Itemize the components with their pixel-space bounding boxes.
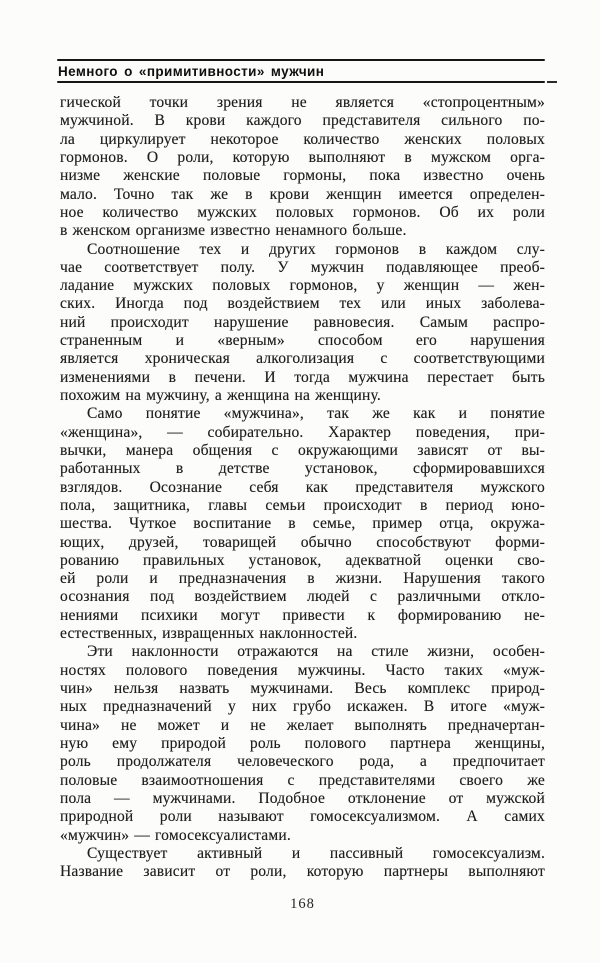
text-line: естественных, извращенных наклонностей. <box>60 625 358 643</box>
header-rule-dash <box>547 81 557 83</box>
text-line: гической точки зрения не является «стопроцентным» <box>60 94 545 111</box>
text-line: ющих, друзей, товарищей обычно способствуют форми- <box>60 533 545 551</box>
text-line: половые взаимоотношения с представителями своего же <box>60 771 545 789</box>
text-line: взглядов. Осознание себя как представителя мужского <box>60 478 545 496</box>
text-line: ных предназначений у них грубо искажен. В итоге «муж- <box>60 698 545 716</box>
text-line: ное количество мужских половых гормонов. Об их роли <box>60 203 545 221</box>
text-line: роль продолжателя человеческого рода, а предпочитает <box>60 753 545 771</box>
text-line: похожим на мужчину, а женщина на женщину. <box>60 387 381 404</box>
text-line: мало. Точно так же в крови женщин имеется определен- <box>60 185 545 203</box>
paragraph <box>60 405 545 643</box>
running-head <box>57 59 545 83</box>
text-line: изменениями в печени. И тогда мужчина перестает быть <box>60 368 545 386</box>
header-rule-bottom <box>57 81 545 83</box>
text-body <box>60 94 545 881</box>
running-head-title: Немного о «примитивности» мужчин <box>58 64 325 79</box>
text-line: является хроническая алкоголизация с соответствующими <box>60 350 545 368</box>
text-line: ладание мужских половых гормонов, у женщин — жен- <box>60 277 545 295</box>
text-line: низме женские половые гормоны, пока известно очень <box>60 167 545 185</box>
text-line: Название зависит от роли, которую партнеры выполняют <box>60 863 545 881</box>
text-line: чина» не может и не желает выполнять предначертан- <box>60 716 545 734</box>
text-line: Само понятие «мужчина», так же как и понятие <box>87 405 545 423</box>
text-line: мужчиной. В крови каждого представителя сильного по- <box>60 112 545 130</box>
text-line: природной роли называют гомосексуализмом. А самих <box>60 808 545 826</box>
paragraph <box>60 94 545 241</box>
paragraph <box>60 643 545 844</box>
text-line: осознания под воздействием людей с различными откло- <box>60 588 545 606</box>
paragraph <box>60 241 545 406</box>
page-number: 168 <box>290 896 315 912</box>
text-line: Соотношение тех и других гормонов в каждом слу- <box>87 240 545 258</box>
text-line: работанных в детстве установок, сформировавшихся <box>60 460 545 478</box>
text-line: рованию правильных установок, адекватной оценки сво- <box>60 551 545 569</box>
paragraph <box>60 845 545 882</box>
text-line: ей роли и предназначения в жизни. Нарушения такого <box>60 570 545 588</box>
text-line: ла циркулирует некоторое количество женских половых <box>60 130 545 148</box>
text-line: пола, защитника, главы семьи происходит в период юно- <box>60 496 545 514</box>
text-line: ную ему природой роль полового партнера женщины, <box>60 734 545 752</box>
text-line: вычки, манера общения с окружающими зависят от вы- <box>60 441 545 459</box>
text-line: Существует активный и пассивный гомосексуализм. <box>87 844 545 862</box>
text-line: гормонов. О роли, которую выполняют в мужском орга- <box>60 148 545 166</box>
text-line: в женском организме известно ненамного больше. <box>60 222 407 240</box>
text-line: чин» нельзя назвать мужчинами. Весь комплекс природ- <box>60 680 545 697</box>
text-line: «мужчин» — гомосексуалистами. <box>60 826 291 844</box>
text-line: «женщина», — собирательно. Характер поведения, при- <box>60 423 545 441</box>
text-line: чае соответствует полу. У мужчин подавляющее преоб- <box>60 258 545 276</box>
text-line: ских. Иногда под воздействием тех или иных заболева- <box>60 295 545 313</box>
text-line: Эти наклонности отражаются на стиле жизни, особен- <box>87 643 545 661</box>
text-line: ний происходит нарушение равновесия. Самым распро- <box>60 313 545 331</box>
text-line: шества. Чуткое воспитание в семье, пример отца, окружа- <box>60 515 545 533</box>
text-line: страненным и «верным» способом его нарушения <box>60 332 545 350</box>
text-line: пола — мужчинами. Подобное отклонение от мужской <box>60 789 545 807</box>
text-line: нениями психики могут привести к формированию не- <box>60 606 545 624</box>
text-line: ностях полового поведения мужчины. Часто таких «муж- <box>60 661 545 679</box>
